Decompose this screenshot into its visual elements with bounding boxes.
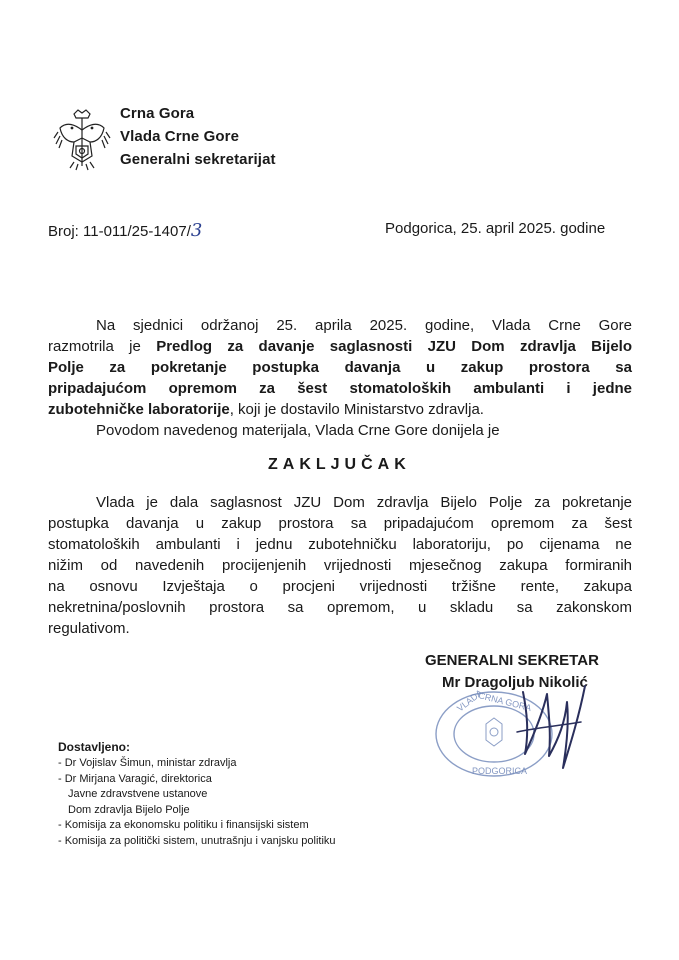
list-item: Dom zdravlja Bijelo Polje: [68, 803, 190, 816]
list-item: Javne zdravstvene ustanove: [68, 788, 208, 800]
list-item: - Komisija za ekonomsku politiku i finansijski sistem: [58, 819, 309, 831]
coat-of-arms-icon: [52, 108, 112, 172]
distribution-title: Dostavljeno:: [58, 740, 131, 754]
list-item: - Komisija za politički sistem, unutrašnju i vanjsku politiku: [58, 834, 336, 847]
header-country: Crna Gora: [120, 105, 195, 122]
signatory-name: Mr Dragoljub Nikolić: [442, 674, 588, 691]
conclusion-paragraph: Vlada je dala saglasnost JZU Dom zdravlja Bijelo Polje za pokretanje postupka davanja u zakup prostora sa pripadajućom opremom za šest stomatoloških ambulanti i jednu zubotehničku laboratoriju, po cijenama ne nižim od navedenih procijenjenih vrijednosti mjesečnog zakupa formiranih na osnovu Izvještaja o procjeni vrijednosti tržišne rente, zakupa nekretnina/poslovnih prostora sa opremom, u skladu sa zakonskom regulativom.: [48, 494, 632, 637]
header-government: Vlada Crne Gore: [120, 128, 240, 145]
handwritten-number: 3: [190, 220, 203, 241]
signatory-title: GENERALNI SEKRETAR: [425, 652, 599, 669]
place-date: Podgorica, 25. april 2025. godine: [385, 220, 606, 237]
list-item: - Dr Mirjana Varagić, direktorica: [58, 772, 212, 785]
stamp-text-left: VLADA: [455, 688, 485, 714]
intro-paragraph: Na sjednici održanoj 25. aprila 2025. godine, Vlada Crne Gore razmotrila je Predlog za davanje saglasnosti JZU Dom zdravlja Bijelo Polje za pokretanje postupka davanja u zakup prostora sa pripadajućom opremom za šest stomatoloških ambulanti i jedne zubotehničke laboratorije, koji je dostavilo Ministarstvo zdravlja. Povodom navedenog materijala, Vlada Crne Gore donijela je: [48, 317, 632, 439]
list-item: - Dr Vojislav Šimun, ministar zdravlja: [58, 757, 237, 769]
stamp-text-bottom: PODGORICA: [472, 766, 528, 776]
conclusion-heading: ZAKLJUČAK: [268, 456, 411, 473]
signature-icon: [505, 672, 595, 782]
reference-number: Broj: 11-011/25-1407/3: [48, 220, 203, 241]
distribution-list: [58, 756, 336, 849]
header-secretariat: Generalni sekretarijat: [120, 151, 276, 168]
stamp-text-top: CRNA GORA: [477, 690, 533, 714]
